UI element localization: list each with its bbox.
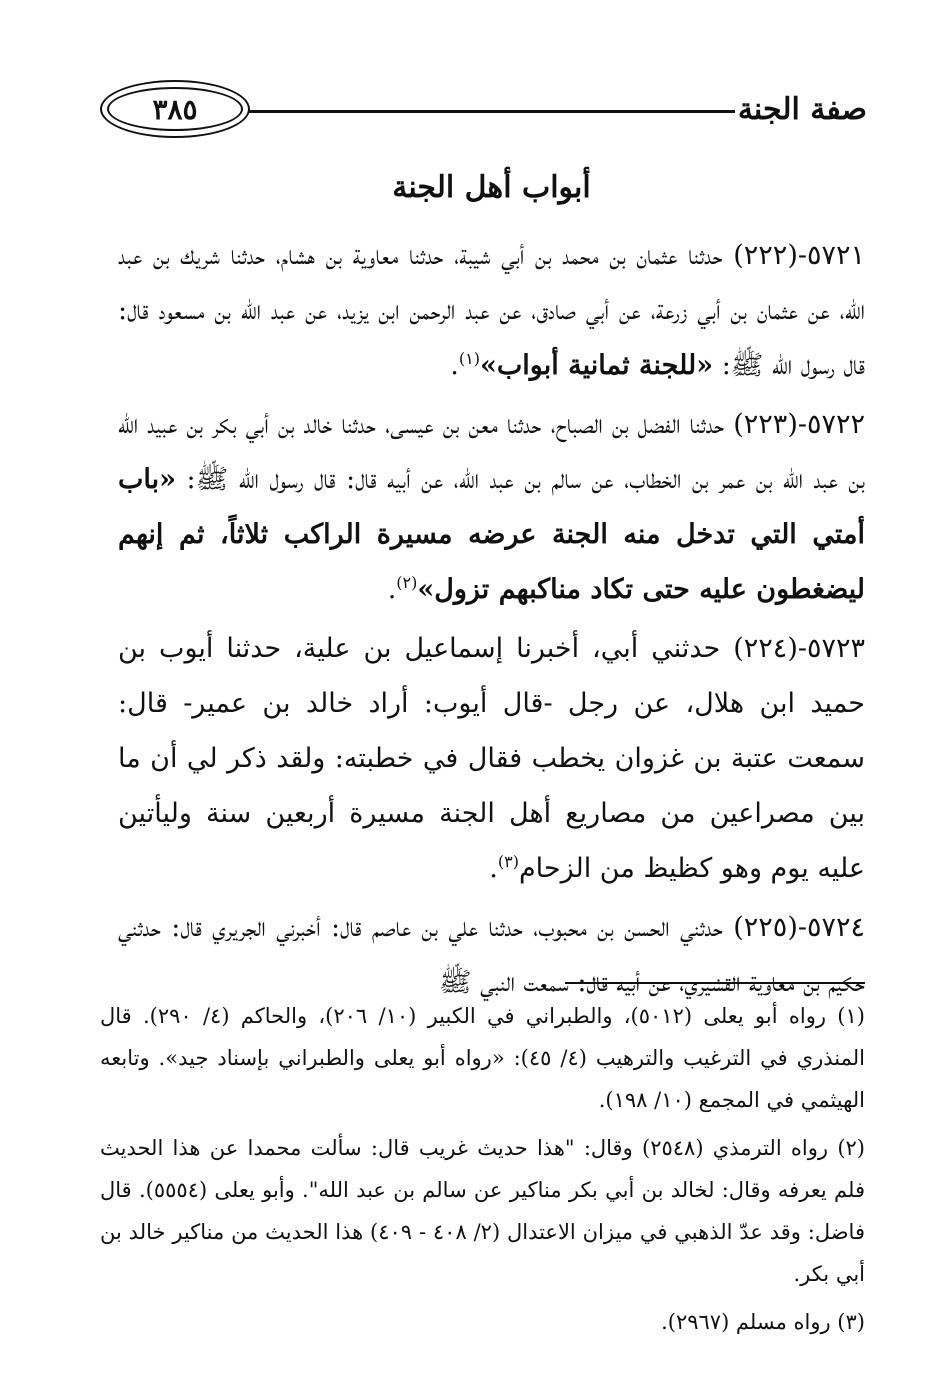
hadith-text: حدثني الحسن بن محبوب، حدثنا علي بن عاصم قال: أخبرني الجريري قال: حدثني حكيم بن معاوية القشيري، عن أبيه قال: سمعت النبي ﷺ xyxy=(118,912,865,998)
hadith-tail: . xyxy=(489,853,498,884)
hadith-tail: . xyxy=(387,574,397,605)
hadith-text: حدثني أبي، أخبرنا إسماعيل بن علية، حدثنا أيوب بن حميد ابن هلال، عن رجل -قال أيوب: أراد خالد بن عمير- قال: سمعت عتبة بن غزوان يخطب فقال في خطبته: ولقد ذكر لي أن ما بين مصراعين من مصاريع أهل الجنة مسيرة أربعين سنة وليأتين عليه يوم وهو كظيظ من الزحام xyxy=(118,633,865,884)
footnote: (٢) رواه الترمذي (٢٥٤٨) وقال: "هذا حديث غريب قال: سألت محمدا عن هذا الحديث فلم يعرفه وقال: لخالد بن أبي بكر مناكير عن سالم بن عبد الله". وأبو يعلى (٥٥٥٤). قال فاضل: وقد عدّ الذهبي في ميزان الاعتدال (٢/ ٤٠٨ - ٤٠٩) هذا الحديث من مناكير خالد بن أبي بكر. xyxy=(100,1136,865,1286)
hadith-number: ٥٧٢١-(٢٢٢) xyxy=(733,240,865,271)
page-body xyxy=(118,160,865,1014)
page-header xyxy=(100,80,867,140)
footnote-ref: (١) xyxy=(458,349,480,368)
footnote: (٣) رواه مسلم (٢٩٦٧). xyxy=(661,1310,865,1334)
hadith-text: حدثنا الفضل بن الصباح، حدثنا معن بن عيسى، حدثنا خالد بن أبي بكر بن عبيد الله بن عبد الله بن عمر بن الخطاب، عن سالم بن عبد الله، عن أبيه قال: قال رسول الله ﷺ: xyxy=(118,409,865,495)
footnote: (١) رواه أبو يعلى (٥٠١٢)، والطبراني في الكبير (١٠/ ٢٠٦)، والحاكم (٤/ ٢٩٠). قال المنذري في الترغيب والترهيب (٤/ ٤٥): «رواه أبو يعلى والطبراني بإسناد جيد». وتابعه الهيثمي في المجمع (١٠/ ١٩٨). xyxy=(100,1004,865,1112)
header-rule xyxy=(248,110,735,113)
hadith-paragraph xyxy=(118,900,865,1010)
hadith-quote: «للجنة ثمانية أبواب» xyxy=(479,350,714,381)
hadith-number: ٥٧٢٣-(٢٢٤) xyxy=(733,633,865,664)
hadith-quote: «باب أمتي التي تدخل منه الجنة عرضه مسيرة الراكب ثلاثاً، ثم إنهم ليضغطون عليه حتى تكاد مناكبهم تزول» xyxy=(118,464,865,605)
hadith-paragraph xyxy=(118,228,865,393)
hadith-number: ٥٧٢٤-(٢٢٥) xyxy=(733,912,865,943)
hadith-paragraph xyxy=(118,621,865,896)
hadith-tail: . xyxy=(450,350,459,381)
footnotes xyxy=(100,995,865,1349)
footnote-rule xyxy=(565,982,865,984)
running-title: صفة الجنة xyxy=(737,92,867,127)
hadith-text: حدثنا عثمان بن محمد بن أبي شيبة، حدثنا معاوية بن هشام، حدثنا شريك بن عبد الله، عن عثمان بن أبي زرعة، عن أبي صادق، عن عبد الرحمن ابن يزيد، عن عبد الله بن مسعود قال: قال رسول الله ﷺ: xyxy=(118,240,865,381)
hadith-number: ٥٧٢٢-(٢٢٣) xyxy=(733,409,865,440)
section-title: أبواب أهل الجنة xyxy=(392,170,591,205)
page-number-oval xyxy=(100,80,250,138)
footnote-ref: (٣) xyxy=(497,852,519,871)
footnote-ref: (٢) xyxy=(396,573,418,592)
hadith-paragraph xyxy=(118,397,865,617)
page-number: ٣٨٥ xyxy=(107,87,243,131)
